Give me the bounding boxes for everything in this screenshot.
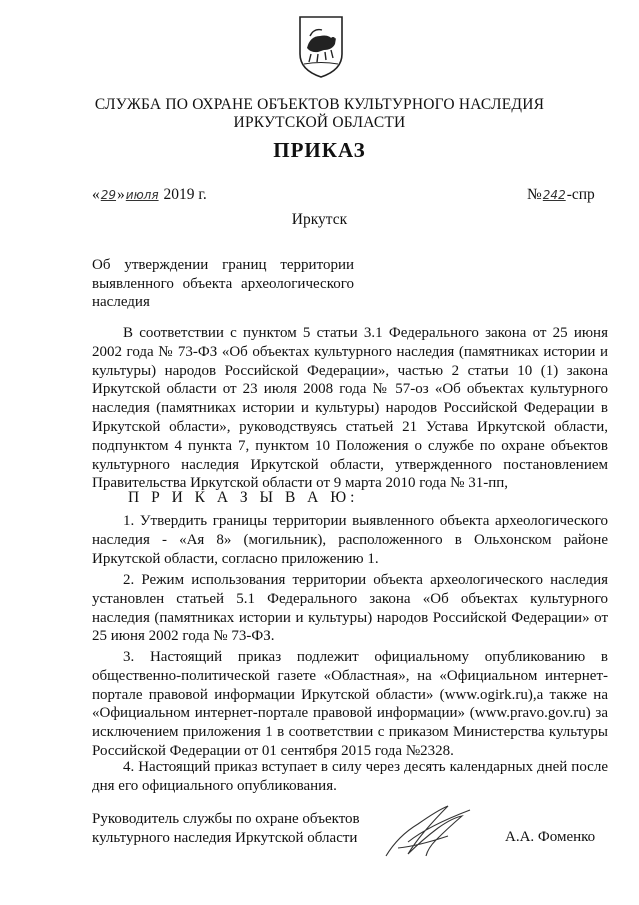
handwritten-signature (378, 796, 478, 866)
date-day: 29 (100, 188, 117, 202)
document-date (92, 186, 207, 204)
number-suffix: -спр (566, 186, 595, 203)
org-name-line-1: СЛУЖБА ПО ОХРАНЕ ОБЪЕКТОВ КУЛЬТУРНОГО НАСЛЕДИЯ (94, 96, 545, 113)
date-close-quote: » (117, 186, 125, 203)
item-2 (92, 571, 608, 646)
item-4 (92, 758, 608, 796)
item-text: 3. Настоящий приказ подлежит официальному опубликованию в общественно-политической газете «Областная», на «Официальном интернет-портале правовой информации Иркутской области» (www.ogirk.ru),а также на «Официальном интернет-портале правовой информации» (www.pravo.gov.ru) за исключением приложения 1 в соответствии с приказом Министерства культуры Российской Федерации от 01 сентября 2015 года №2328. (92, 649, 608, 759)
document-subject: Об утверждении границ территории выявленного объекта археологического наследия (92, 257, 354, 310)
date-month: июля (125, 188, 159, 202)
item-text: 1. Утвердить границы территории выявленного объекта археологического наследия - «Ая 8» (могильник), расположенного в Ольхонском районе Иркутской области, согласно приложению 1. (92, 513, 608, 567)
item-text: 4. Настоящий приказ вступает в силу через десять календарных дней после дня его официального опубликования. (92, 759, 608, 794)
signatory-position (92, 810, 360, 848)
number-value: 242 (542, 188, 566, 202)
preamble (92, 324, 608, 493)
position-line-2: культурного наследия Иркутской области (92, 830, 358, 846)
number-prefix: № (527, 186, 542, 203)
date-open-quote: « (92, 186, 100, 203)
coat-of-arms-icon (296, 14, 346, 80)
document-number (527, 186, 595, 204)
document-type: ПРИКАЗ (273, 138, 366, 162)
signatory-name: А.А. Фоменко (505, 829, 596, 845)
item-1 (92, 512, 608, 568)
city: Иркутск (291, 211, 348, 228)
org-name-line-2: ИРКУТСКОЙ ОБЛАСТИ (233, 114, 406, 131)
date-year: 2019 г. (163, 186, 207, 203)
order-word: П Р И К А З Ы В А Ю: (128, 489, 359, 506)
item-text: 2. Режим использования территории объекта археологического наследия установлен статьей 5.1 Федерального закона «Об объектах культурного наследия (памятниках истории и культуры) народов Российской Федерации» от 25 июня 2002 года № 73-ФЗ. (92, 572, 608, 645)
item-3 (92, 648, 608, 761)
preamble-text: В соответствии с пунктом 5 статьи 3.1 Федерального закона от 25 июня 2002 года № 73-ФЗ «Об объектах культурного наследия (памятниках истории и культуры) народов Российской Федерации», частью 2 статьи 10 (1) закона Иркутской области от 23 июля 2008 года № 57-оз «Об объектах культурного наследия (памятниках истории и культуры) народов Российской Федерации в Иркутской области», руководствуясь статьей 21 Устава Иркутской области, подпунктом 4 пункта 7, пунктом 10 Положения о службе по охране объектов культурного наследия Иркутской области, утвержденного постановлением Правительства Иркутской области от 9 марта 2010 года № 31-пп, (92, 325, 608, 492)
position-line-1: Руководитель службы по охране объектов (92, 811, 360, 827)
